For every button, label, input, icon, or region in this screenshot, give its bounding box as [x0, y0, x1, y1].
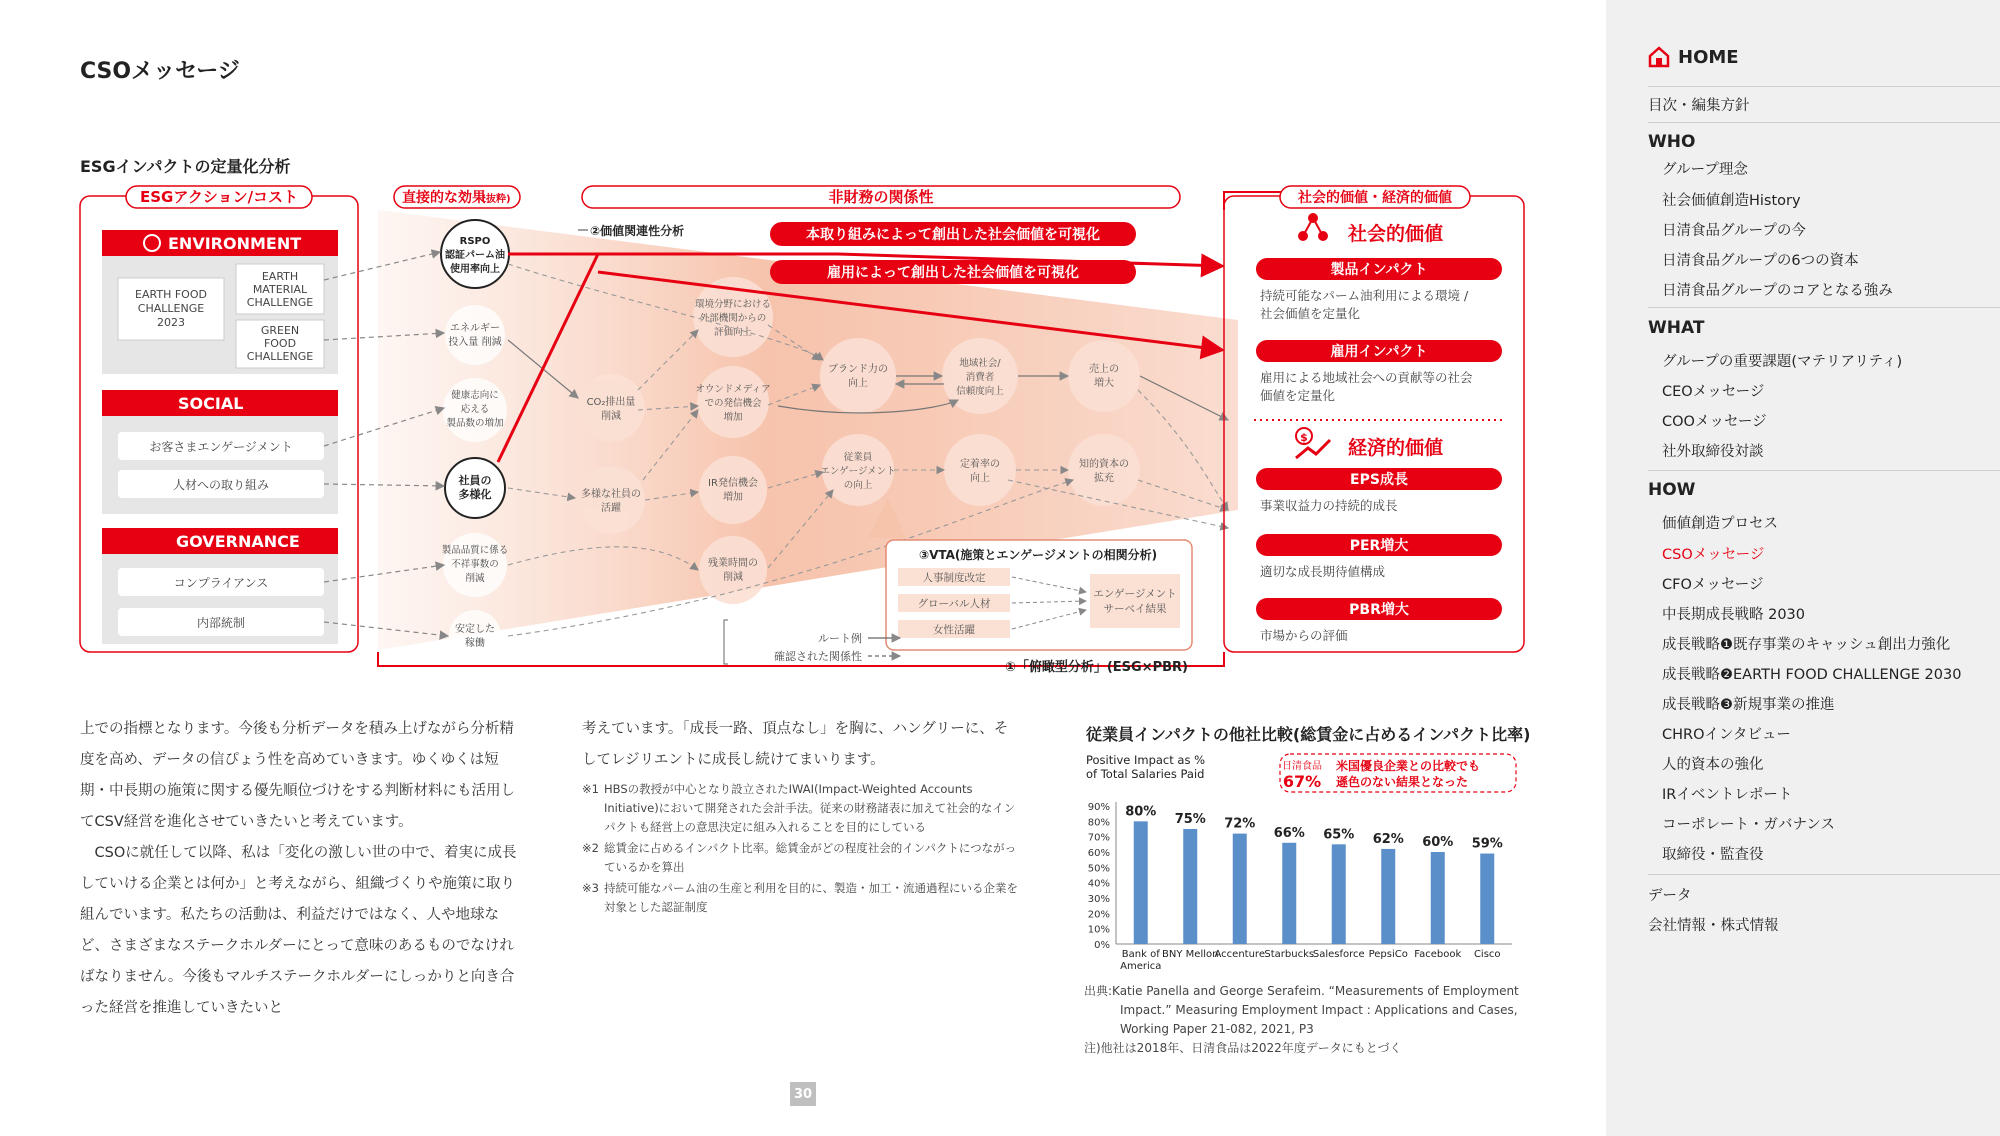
sidebar-item[interactable]: IRイベントレポート: [1662, 787, 1793, 803]
bar-value-label: 59%: [1471, 836, 1503, 852]
sidebar-item[interactable]: CHROインタビュー: [1662, 727, 1791, 743]
product-impact-desc: 持続可能なパーム油利用による環境 /社会価値を定量化: [1260, 288, 1469, 321]
y-tick-label: 30%: [1087, 894, 1110, 905]
divider: [1648, 874, 2000, 875]
bar-value-label: 65%: [1323, 827, 1355, 843]
x-tick-label: BNY Mellon: [1162, 949, 1219, 960]
overtime-node: 残業時間の削減: [708, 558, 758, 583]
y-axis-label-line2: of Total Salaries Paid: [1086, 767, 1205, 781]
y-tick-label: 0%: [1094, 940, 1110, 951]
footnote: ※1 HBSの教授が中心となり設立されたIWAI(Impact-Weighted Accounts Initiative)において開発された会計手法。従来の財務諸表に加えて社会的なインパクトも経営上の意思決定に組み入れることを目的にしている: [582, 782, 1016, 834]
sidebar-item[interactable]: 成長戦略❷EARTH FOOD CHALLENGE 2030: [1662, 667, 1962, 683]
eps-desc: 事業収益力の持続的成長: [1260, 498, 1398, 513]
x-tick-label: Cisco: [1473, 949, 1501, 960]
impact-bar-chart: [1080, 752, 1520, 982]
environment-label: ENVIRONMENT: [168, 234, 302, 253]
employment-impact: 雇用インパクト: [1330, 344, 1428, 360]
eps-growth: EPS成長: [1350, 472, 1408, 488]
sidebar-item[interactable]: COOメッセージ: [1662, 414, 1767, 430]
esg-header: ESGアクション/コスト: [139, 188, 299, 206]
bar: [1332, 844, 1346, 944]
bar-value-label: 62%: [1372, 831, 1404, 847]
co2-node: CO₂排出量削減: [586, 397, 636, 422]
source-line: Working Paper 21-082, 2021, P3: [1120, 1022, 1314, 1036]
footnote: ※2 総賃金に占めるインパクト比率。総賃金がどの程度社会的インパクトにつながっているかを算出: [582, 841, 1017, 874]
dollar-growth-icon: [1296, 428, 1330, 458]
sidebar-heading-what[interactable]: WHAT: [1648, 318, 1705, 338]
sidebar-item-toc[interactable]: 目次・編集方針: [1648, 98, 1750, 114]
per-increase: PER増大: [1349, 538, 1409, 554]
banner-social-value: 本取り組みによって創出した社会価値を可視化: [806, 227, 1100, 243]
y-tick-label: 70%: [1087, 832, 1110, 844]
sidebar-item-data[interactable]: データ: [1648, 888, 1692, 904]
owned-media-node: オウンドメディアでの発信機会増加: [695, 384, 771, 423]
brand-node: ブランド力の向上: [828, 364, 888, 389]
y-tick-label: 90%: [1087, 802, 1110, 813]
green-food-challenge: GREEN FOOD CHALLENGE: [246, 324, 314, 363]
callout-company: 日清食品: [1282, 761, 1322, 772]
pbr-increase: PBR増大: [1349, 602, 1409, 618]
direct-effect-note: (抜粋): [481, 194, 511, 205]
page-title: CSOメッセージ: [80, 59, 240, 84]
employment-impact-desc: 雇用による地域社会への貢献等の社会価値を定量化: [1260, 370, 1473, 403]
sidebar-item[interactable]: 人的資本の強化: [1662, 757, 1764, 773]
footnotes: [582, 780, 1022, 919]
x-tick-label: Accenture: [1214, 949, 1265, 960]
sidebar-nav: [1606, 0, 2000, 1136]
divider: [1648, 307, 2000, 308]
x-tick-label: Facebook: [1414, 949, 1462, 960]
home-label: HOME: [1678, 46, 1739, 68]
sidebar-item-cso-active[interactable]: CSOメッセージ: [1662, 547, 1765, 563]
x-tick-label: PepsiCo: [1368, 949, 1408, 960]
sidebar-item[interactable]: 成長戦略❶既存事業のキャッシュ創出力強化: [1662, 637, 1951, 653]
y-tick-label: 40%: [1087, 878, 1110, 890]
social-label: SOCIAL: [178, 394, 244, 413]
vta-women: 女性活躍: [933, 624, 975, 636]
legend-route: ルート例: [818, 632, 862, 645]
economic-value-title: 経済的価値: [1348, 437, 1444, 459]
bar-value-label: 72%: [1224, 816, 1256, 832]
nonfinancial-header: 非財務の関係性: [828, 188, 934, 206]
sidebar-item[interactable]: CFOメッセージ: [1662, 577, 1764, 593]
callout-text: 米国優良企業との比較でも遜色のない結果となった: [1336, 759, 1481, 789]
divider: [1648, 122, 2000, 123]
vta-global: グローバル人材: [917, 598, 991, 610]
x-tick-label: Salesforce: [1312, 949, 1365, 960]
body-paragraph-1: 上での指標となります。今後も分析データを積み上げながら分析精度を高め、データの信ぴょう性を高めていきます。ゆくゆくは短期・中長期の施策に関する優先順位づけをする判断材料にも活用してCSV経営を進化させていきたいと考えています。: [80, 721, 515, 830]
quality-node: 製品品質に係る不祥事数の削減: [441, 545, 509, 584]
community-node: 地域社会/消費者信頼度向上: [956, 358, 1004, 397]
ir-info-node: IR発信機会増加: [708, 478, 758, 503]
sidebar-item[interactable]: CEOメッセージ: [1662, 384, 1765, 400]
env-eval-node: 環境分野における外部機関からの評価向上: [694, 299, 772, 338]
home-icon: [1648, 46, 1670, 68]
chart-title: 従業員インパクトの他社比較(総賃金に占めるインパクト比率): [1086, 725, 1531, 744]
source-line: 出典:Katie Panella and George Serafeim. “Measurements of Employment: [1084, 984, 1519, 998]
y-tick-label: 10%: [1087, 924, 1110, 936]
bar: [1233, 834, 1247, 944]
sidebar-item[interactable]: 日清食品グループのコアとなる強み: [1662, 283, 1893, 299]
divider: [1648, 86, 2000, 87]
customer-engagement: お客さまエンゲージメント: [149, 440, 293, 454]
body-paragraph-2: CSOに就任して以降、私は「変化の激しい世の中で、着実に成長していける企業とは何か」と考えながら、組織づくりや施策に取り組んでいます。私たちの活動は、利益だけではなく、人や地球など、さまざまなステークホルダーにとって意味のあるものでなければなりません。今後もマルチステークホルダーにしっかりと向き合った経営を推進していきたいと: [80, 845, 517, 1016]
value-analysis-label: ②価値関連性分析: [590, 224, 685, 238]
sidebar-item[interactable]: 日清食品グループの今: [1662, 223, 1806, 239]
stable-node: 安定した稼働: [455, 624, 495, 649]
governance-label: GOVERNANCE: [176, 532, 300, 551]
per-desc: 適切な成長期待値構成: [1260, 564, 1386, 579]
social-value-title: 社会的価値: [1348, 223, 1444, 245]
sidebar-item[interactable]: 日清食品グループの6つの資本: [1662, 253, 1859, 269]
energy-node: エネルギー投入量 削減: [448, 323, 502, 348]
x-tick-label: Starbucks: [1264, 949, 1315, 960]
product-impact: 製品インパクト: [1330, 262, 1428, 278]
sidebar-item[interactable]: 成長戦略❸新規事業の推進: [1662, 697, 1835, 713]
body-column-1: [80, 714, 520, 1024]
sidebar-item[interactable]: グループの重要課題(マテリアリティ): [1662, 354, 1903, 370]
sidebar-heading-how[interactable]: HOW: [1648, 480, 1696, 500]
banner-employment-value: 雇用によって創出した社会価値を可視化: [827, 265, 1079, 281]
bar-value-label: 80%: [1125, 804, 1157, 820]
y-axis-label-line1: Positive Impact as %: [1086, 753, 1206, 767]
y-tick-label: 60%: [1087, 848, 1110, 859]
sidebar-item[interactable]: コーポレート・ガバナンス: [1662, 817, 1835, 833]
legend-confirmed: 確認された関係性: [774, 650, 862, 663]
sidebar-item[interactable]: 中長期成長戦略 2030: [1662, 607, 1806, 623]
bar-value-label: 75%: [1174, 812, 1206, 827]
x-tick-label: Bank of America: [1120, 949, 1162, 972]
earth-food-challenge: EARTH FOOD CHALLENGE 2023: [135, 288, 207, 329]
bar: [1183, 829, 1197, 944]
body-paragraph-3: 考えています。「成長一路、頂点なし」を胸に、ハングリーに、そしてレジリエントに成長し続けてまいります。: [582, 721, 1009, 768]
earth-material-challenge: EARTH MATERIAL CHALLENGE: [246, 270, 314, 309]
rspo-node: RSPO 認証パーム油使用率向上: [445, 236, 505, 275]
page-number: 30: [790, 1082, 816, 1106]
svg-text:$: $: [1300, 431, 1308, 444]
sidebar-item[interactable]: グループ理念: [1662, 162, 1748, 178]
sidebar-item[interactable]: 社会価値創造History: [1662, 193, 1801, 209]
y-tick-label: 50%: [1087, 863, 1110, 875]
bar-value-label: 66%: [1273, 825, 1305, 841]
hr-efforts: 人材への取り組み: [172, 478, 270, 492]
pbr-desc: 市場からの評価: [1260, 628, 1348, 643]
bar: [1134, 821, 1148, 944]
bar-value-label: 60%: [1422, 835, 1454, 850]
sales-node: 売上の増大: [1089, 364, 1119, 389]
bar: [1431, 852, 1445, 944]
footnote: ※3 持続可能なパーム油の生産と利用を目的に、製造・加工・流通過程にいる企業を対象とした認証制度: [582, 881, 1018, 914]
y-tick-label: 80%: [1087, 817, 1110, 829]
direct-effect-header: 直接的な効果: [402, 190, 486, 206]
value-header: 社会的価値・経済的価値: [1298, 190, 1452, 206]
internal-control: 内部統制: [196, 616, 246, 630]
esg-impact-diagram: [78, 180, 1528, 680]
ip-node: 知的資本の拡充: [1079, 459, 1129, 484]
compliance: コンプライアンス: [173, 576, 269, 590]
vta-title: ③VTA(施策とエンゲージメントの相関分析): [918, 548, 1158, 562]
vta-survey: エンゲージメントサーベイ結果: [1093, 588, 1177, 615]
sidebar-heading-who[interactable]: WHO: [1648, 132, 1696, 152]
sidebar-home-link[interactable]: [1648, 46, 1739, 68]
sidebar-item[interactable]: 価値創造プロセス: [1662, 516, 1778, 532]
divider: [1648, 470, 2000, 471]
employee-engagement-node: 従業員エンゲージメントの向上: [820, 452, 896, 491]
source-line: Impact.” Measuring Employment Impact : Applications and Cases,: [1120, 1003, 1518, 1017]
bar: [1282, 843, 1296, 944]
sidebar-item[interactable]: 社外取締役対談: [1662, 444, 1764, 460]
health-node: 健康志向に応える製品数の増加: [446, 390, 504, 429]
source-line: 注)他社は2018年、日清食品は2022年度データにもとづく: [1084, 1041, 1402, 1055]
body-column-2: [582, 714, 1022, 776]
diversity-node: 社員の多様化: [458, 474, 492, 501]
y-tick-label: 20%: [1087, 909, 1110, 921]
sidebar-item[interactable]: 取締役・監査役: [1662, 847, 1764, 863]
bird-eye-label: ①「俯瞰型分析」(ESG×PBR): [1004, 660, 1188, 675]
diverse-staff-node: 多様な社員の活躍: [581, 489, 641, 514]
section-title: ESGインパクトの定量化分析: [80, 157, 291, 176]
chart-source: [1084, 982, 1524, 1058]
bar: [1480, 854, 1494, 944]
vta-hr: 人事制度改定: [922, 572, 986, 584]
callout-value: 67%: [1282, 772, 1322, 791]
people-network-icon: [1298, 213, 1328, 241]
bar: [1381, 849, 1395, 944]
retention-node: 定着率の向上: [960, 459, 1000, 484]
sidebar-item-company[interactable]: 会社情報・株式情報: [1648, 918, 1779, 934]
